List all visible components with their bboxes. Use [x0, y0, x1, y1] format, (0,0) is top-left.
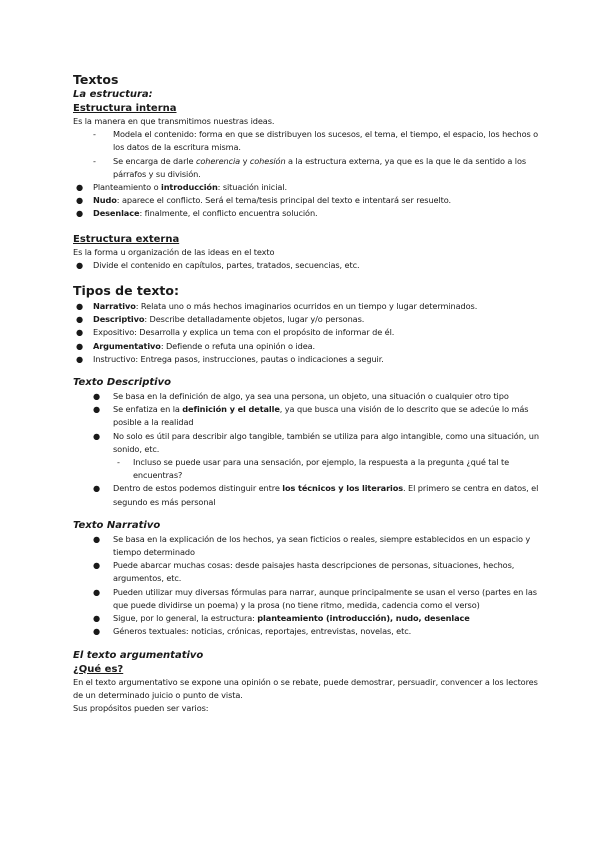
bullet-icon: ●: [93, 430, 101, 441]
list-item: - Incluso se puede usar para una sensación, por ejemplo, la respuesta a la pregunta ¿qué tal te encuentras?: [73, 456, 550, 482]
list-item: ● Nudo: aparece el conflicto. Será el tema/tesis principal del texto e intentará ser resuelto.: [73, 194, 550, 207]
list-item: ● Se basa en la definición de algo, ya sea una persona, un objeto, una situación o cualquier otro tipo: [73, 390, 550, 403]
bullet-icon: ●: [93, 483, 101, 494]
bullet-icon: ●: [93, 391, 101, 402]
dash-marker: -: [93, 155, 96, 166]
bullet-icon: ●: [93, 533, 101, 544]
estructura-externa-heading: Estructura externa: [73, 233, 180, 245]
list-item: ● Dentro de estos podemos distinguir entre los técnicos y los literarios. El primero se centra en datos, el segundo es más personal: [73, 482, 550, 508]
dash-marker: -: [117, 457, 120, 468]
argumentativo-paragraph: En el texto argumentativo se expone una opinión o se rebate, puede demostrar, persuadir, convencer a los lectores de un determinado juicio o punto de vista.: [73, 676, 538, 700]
bullet-icon: ●: [93, 586, 101, 597]
list-item: ● Se basa en la explicación de los hechos, ya sean ficticios o reales, siempre establecidos en un espacio y tiempo determinado: [73, 533, 550, 559]
bullet-icon: ●: [76, 182, 84, 193]
estructura-interna-heading: Estructura interna: [73, 103, 177, 114]
list-item: ● Pueden utilizar muy diversas fórmulas para narrar, aunque principalmente se usan el verso (partes en las que puede dividirse un poema) y la prosa (no tiene ritmo, medida, cadencia como el verso): [73, 586, 550, 612]
bullet-icon: ●: [93, 560, 101, 571]
estructura-heading: La estructura:: [73, 89, 153, 100]
bullet-icon: ●: [93, 626, 101, 637]
bullet-icon: ●: [76, 195, 84, 206]
list-item: ● Géneros textuales: noticias, crónicas, reportajes, entrevistas, novelas, etc.: [73, 625, 550, 638]
list-item: ● Instructivo: Entrega pasos, instrucciones, pautas o indicaciones a seguir.: [73, 353, 550, 366]
dash-marker: -: [93, 129, 96, 140]
list-item: ● Expositivo: Desarrolla y explica un tema con el propósito de informar de él.: [73, 326, 550, 339]
argumentativo-heading: El texto argumentativo: [73, 649, 204, 661]
bullet-icon: ●: [76, 353, 84, 364]
tipos-heading: Tipos de texto:: [73, 283, 179, 299]
list-item: ● Planteamiento o introducción: situación inicial.: [73, 181, 550, 194]
estructura-interna-intro: Es la manera en que transmitimos nuestras ideas.: [73, 116, 275, 126]
bullet-icon: ●: [93, 404, 101, 415]
list-item: - Se encarga de darle coherencia y cohesión a la estructura externa, ya que es la que le da sentido a los párrafos y su división.: [73, 155, 550, 181]
bullet-icon: ●: [76, 208, 84, 219]
list-item: ● Argumentativo: Defiende o refuta una opinión o idea.: [73, 340, 550, 353]
page-title: Textos: [73, 72, 119, 87]
bullet-icon: ●: [93, 613, 101, 624]
bullet-icon: ●: [76, 340, 84, 351]
estructura-externa-intro: Es la forma u organización de las ideas en el texto: [73, 246, 275, 257]
argumentativo-propositos: Sus propósitos pueden ser varios:: [73, 702, 209, 713]
bullet-icon: ●: [76, 314, 84, 325]
list-item: ● Puede abarcar muchas cosas: desde paisajes hasta descripciones de personas, situaciones, hechos, argumentos, etc.: [73, 559, 550, 585]
descriptivo-heading: Texto Descriptivo: [73, 377, 171, 389]
list-item: ● Descriptivo: Describe detalladamente objetos, lugar y/o personas.: [73, 313, 550, 326]
list-item: - Modela el contenido: forma en que se distribuyen los sucesos, el tema, el tiempo, el espacio, los hechos o los datos de la escritura misma.: [73, 128, 550, 154]
list-item: ● Se enfatiza en la definición y el detalle, ya que busca una visión de lo descrito que se adecúe lo más posible a la realidad: [73, 403, 550, 429]
list-item: ● No solo es útil para describir algo tangible, también se utiliza para algo intangible, como una situación, un sonido, etc.: [73, 430, 550, 456]
bullet-icon: ●: [76, 259, 84, 270]
narrativo-heading: Texto Narrativo: [73, 519, 161, 531]
que-es-heading: ¿Qué es?: [73, 663, 124, 675]
list-item: ● Divide el contenido en capítulos, partes, tratados, secuencias, etc.: [73, 259, 550, 272]
bullet-icon: ●: [76, 301, 84, 312]
list-item: ● Desenlace: finalmente, el conflicto encuentra solución.: [73, 207, 550, 220]
list-item: ● Sigue, por lo general, la estructura: planteamiento (introducción), nudo, desenlace: [73, 612, 550, 625]
bullet-icon: ●: [76, 327, 84, 338]
list-item: ● Narrativo: Relata uno o más hechos imaginarios ocurridos en un tiempo y lugar determinados.: [73, 300, 550, 313]
